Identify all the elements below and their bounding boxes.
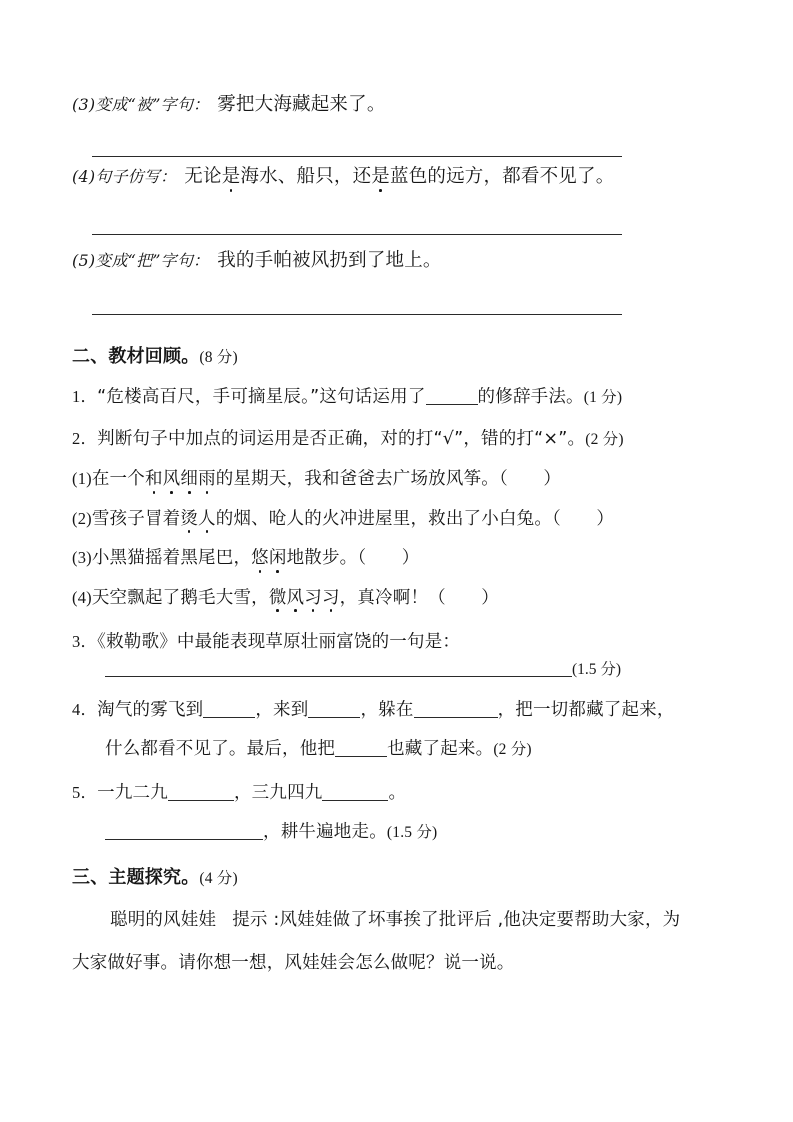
question-3-sentence: 雾把大海藏起来了。 [217, 94, 386, 115]
question-5b-blank-3[interactable] [105, 824, 263, 840]
question-4b-number: 4． [72, 700, 98, 719]
question-4b-blank-1[interactable] [203, 702, 255, 718]
question-1-text-after: 的修辞手法。 [477, 387, 584, 407]
question-2-score: (2 分) [585, 430, 624, 448]
question-2-item-4-number: (4) [72, 587, 92, 607]
question-4b-score: (2 分) [493, 740, 532, 758]
question-3b-text: 《敕勒歌》中最能表现草原壮丽富饶的一句是： [97, 632, 461, 652]
question-5b-blank-2[interactable] [322, 785, 388, 801]
question-4b-text-d: ，把一切都藏了起来， [497, 700, 675, 720]
question-1-number: 1． [72, 387, 98, 406]
question-2-number: 2． [72, 428, 98, 448]
section-three-title: 聪明的风娃娃 [110, 910, 217, 930]
question-2-text: 判断句子中加点的词运用是否正确，对的打“√”，错的打“×”。 [97, 428, 586, 449]
section-two-heading-text: 二、教材回顾。 [72, 346, 200, 367]
question-2-item-1 [72, 470, 732, 489]
question-1-text-before: “危楼高百尺，手可摘星辰。”这句话运用了 [97, 387, 426, 407]
section-three-heading-score: (4 分) [199, 870, 238, 887]
section-two-question-2 [72, 430, 732, 449]
section-two-question-4-line2 [105, 740, 732, 759]
question-4-label: (4)句子仿写： [72, 167, 177, 186]
question-1-score: (1 分) [583, 389, 623, 406]
question-5-label: (5)变成“把”字句： [72, 251, 210, 270]
section-three-heading-text: 三、主题探究。 [72, 867, 200, 888]
question-4b-blank-2[interactable] [308, 702, 360, 718]
question-4b-text-c: ，躲在 [360, 700, 414, 720]
question-5b-text-a: 一九二九 [97, 783, 168, 803]
question-5b-line2-b: ，耕牛遍地走。 [263, 821, 387, 842]
section-three-body-line2: 大家做好事。请你想一想，风娃娃会怎么做呢？说一说。 [72, 952, 515, 973]
question-5-sentence: 我的手帕被风扔到了地上。 [217, 250, 442, 271]
question-4b-blank-3[interactable] [414, 702, 498, 718]
question-5b-number: 5． [72, 783, 98, 802]
emphasis-group: 微风习习 [268, 587, 340, 608]
question-4-sentence: 无论是海水、船只，还是蓝色的远方，都看不见了。 [184, 166, 615, 187]
question-3b-score: (1.5 分) [572, 660, 622, 678]
question-4b-text-a: 淘气的雾飞到 [97, 700, 204, 720]
question-2-item-2-number: (2) [72, 508, 92, 528]
question-5-answer-line[interactable] [92, 314, 622, 315]
question-2-item-4-text: 天空飘起了鹅毛大雪，微风习习，真冷啊！（ ） [91, 587, 499, 608]
question-3b-answer-line[interactable] [105, 676, 572, 677]
section-two-question-3 [72, 633, 732, 652]
section-two-heading [72, 348, 732, 366]
question-3-block [72, 96, 732, 168]
question-5b-score: (1.5 分) [386, 823, 438, 841]
question-2-item-1-text: 在一个和风细雨的星期天，我和爸爸去广场放风筝。（ ） [91, 469, 562, 489]
emphasis-group: 和风细雨 [144, 469, 216, 489]
question-5b-text-b: ，三九四九 [233, 783, 323, 803]
section-three-body-line1: 提示 :风娃娃做了坏事挨了批评后 ,他决定要帮助大家，为 [232, 910, 681, 930]
question-4b-text-b: ，来到 [255, 700, 309, 720]
section-three-prompt-line1 [110, 911, 732, 930]
question-2-item-2-text: 雪孩子冒着烫人的烟、呛人的火冲进屋里，救出了小白兔。（ ） [91, 508, 615, 529]
question-3b-answer-row [105, 662, 732, 678]
question-3-answer-line[interactable] [92, 156, 622, 157]
question-4b-line2-a: 什么都看不见了。最后，他把 [105, 738, 336, 759]
question-2-item-3-number: (3) [72, 548, 92, 567]
question-2-item-3-text: 小黑猫摇着黑尾巴，悠闲地散步。（ ） [91, 548, 420, 568]
question-4-answer-line[interactable] [92, 234, 622, 235]
question-4b-blank-4[interactable] [335, 741, 387, 757]
section-three-prompt-line2 [72, 954, 732, 973]
emphasis-group: 悠闲 [251, 548, 287, 568]
section-two-question-4-line1 [72, 701, 732, 720]
question-2-item-4 [72, 589, 732, 608]
question-5b-blank-1[interactable] [168, 785, 234, 801]
section-two-heading-score: (8 分) [199, 349, 238, 366]
question-2-item-3 [72, 549, 732, 568]
question-5b-text-c: 。 [388, 783, 407, 803]
question-2-item-1-number: (1) [72, 469, 92, 488]
section-two-question-5-line2 [105, 823, 732, 842]
question-3b-number: 3． [72, 632, 98, 651]
emphasis-group: 烫人 [180, 508, 216, 529]
section-two-question-5-line1 [72, 784, 732, 803]
question-1-blank[interactable] [426, 389, 478, 405]
section-three-heading [72, 869, 732, 887]
question-4b-line2-b: 也藏了起来。 [387, 738, 494, 759]
question-3-label: (3)变成“被”字句： [72, 95, 210, 114]
question-2-item-2 [72, 510, 732, 529]
section-two-question-1 [72, 388, 732, 407]
question-5-block [72, 252, 732, 342]
worksheet-content [72, 96, 732, 972]
question-4-block [72, 168, 732, 252]
